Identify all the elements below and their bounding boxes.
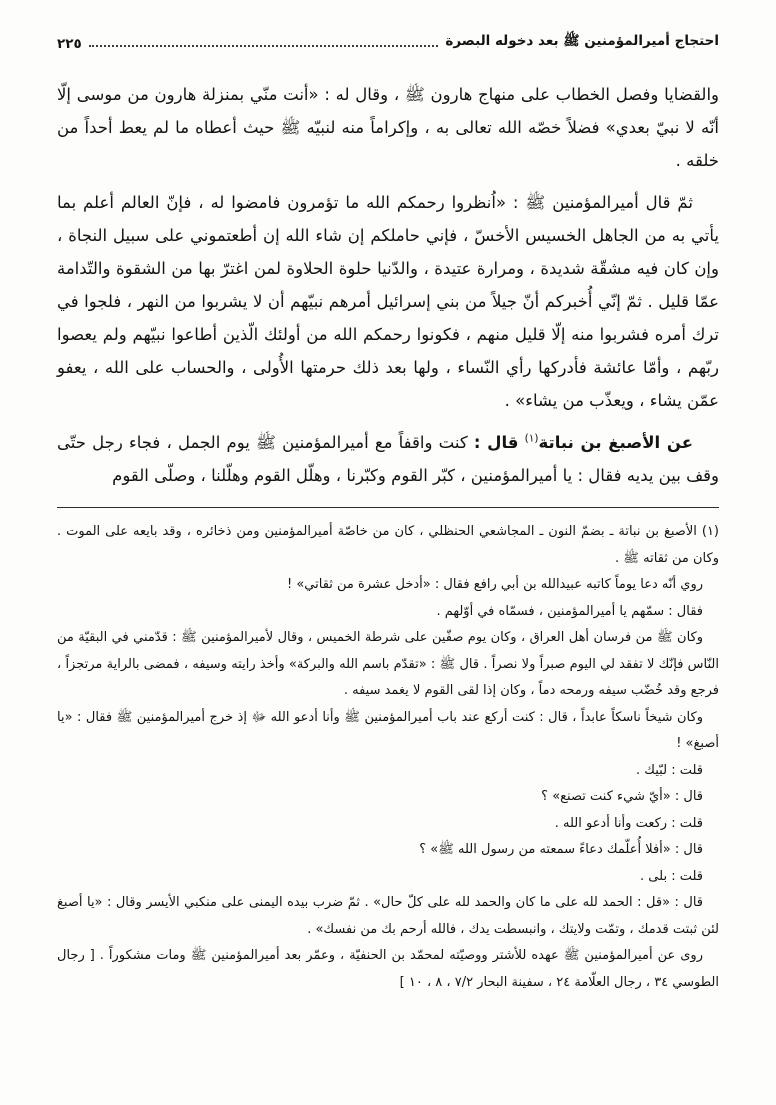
footnote-line: قال : «أفلا أُعلّمك دعاءً سمعته من رسول الله ﷺ» ؟ <box>419 842 703 857</box>
footnote-line: وكان شيخاً ناسكاً عابداً ، قال : كنت أركع عند باب أميرالمؤمنين ﷺ وأنا أدعو الله ﷻ إذ خرج أميرالمؤمنين ﷺ فقال : «يا أصبغ» ! <box>57 709 719 751</box>
dotted-leader <box>89 45 439 47</box>
footnote-line: قلت : ركعت وأنا أدعو الله . <box>554 815 703 831</box>
footnote-line: وكان ﷺ من فرسان أهل العراق ، وكان يوم صفّين على شرطة الخميس ، وقال لأميرالمؤمنين ﷺ : قدّمني في البقيّة من النّاس فإنّك لا تفقد لي اليوم صبراً ولا نصراً . قال ﷺ : «تقدّم باسم الله والبركة» وأخذ رايته وسيفه ، فمضى بالراية مرتجزاً ، فرجع وقد خُضّب سيفه ورمحه دماً ، وكان إذا لقى القوم لا يغمد سيفه . <box>57 630 719 698</box>
body-paragraph <box>57 426 719 492</box>
page-number: ٢٢٥ <box>57 36 82 52</box>
narrator-name: عن الأصبغ بن نباتة <box>538 433 693 452</box>
footnote-ref-marker: (١) <box>524 432 539 445</box>
footnote-line: روى عن أميرالمؤمنين ﷺ عهده للأشتر ووصيّته لمحمّد بن الحنفيّة ، وعمّر بعد أميرالمؤمنين ﷺ ومات مشكوراً . [ رجال الطوسي ٣٤ ، رجال العلّامة ٢٤ ، سفينة البحار ٧/٢ ، ٨ ، ١٠ ] <box>57 948 719 990</box>
footnote-line: قال : «أيّ شيء كنت تصنع» ؟ <box>541 789 703 804</box>
body-paragraph: ثمّ قال أميرالمؤمنين ﷺ : «اُنظروا رحمكم الله ما تؤمرون فامضوا له ، فإنّ العالم أعلم بما يأتي به من الجاهل الخسيس الأخسّ ، فإني حاملكم إن شاء الله إن أطعتموني على سبيل النجاة ، وإن كان فيه مشقّة شديدة ، ومرارة عتيدة ، والدّنيا حلوة الحلاوة لمن اغترّ بها من الشقوة والتّدامة عمّا قليل . ثمّ إنّي أُخبركم أنّ جيلاً من بني إسرائيل أمرهم نبيّهم أن لا يشربوا من النهر ، فلجوا في ترك أمره فشربوا منه إلّا قليل منهم ، فكونوا رحمكم الله من أولئك الّذين أطاعوا نبيّهم ولم يعصوا ربّهم ، وأمّا عائشة فأدركها رأي النّساء ، ولها بعد ذلك حرمتها الأُولى ، والحساب على الله ، يعفو عمّن يشاء ، ويعذّب من يشاء» . <box>57 193 719 410</box>
paragraph-text: كنت واقفاً مع أميرالمؤمنين ﷺ يوم الجمل ، فجاء رجل حتّى وقف بين يديه فقال : يا أميرالمؤمنين ، كبّر القوم وكبّرنا ، وهلّل القوم وهلّلنا ، وصلّى القوم <box>57 433 719 485</box>
qala-label: قال : <box>473 433 519 452</box>
body-paragraph: والقضايا وفصل الخطاب على منهاج هارون ﷺ ، وقال له : «أنت منّي بمنزلة هارون من موسى إلّا أنّه لا نبيّ بعدي» فضلاً خصّه الله تعالى به ، وإكراماً منه لنبيّه ﷺ حيث أعطاه ما لم يعط أحداً من خلقه . <box>57 85 719 170</box>
footnote-line: فقال : سمّهم يا أميرالمؤمنين ، فسمّاه في أوّلهم . <box>436 603 703 619</box>
footnote-separator <box>57 507 719 508</box>
running-header <box>57 32 719 52</box>
footnote-line: قلت : لبّيك . <box>636 762 703 778</box>
chapter-title: احتجاج أميرالمؤمنين ﷺ بعد دخوله البصرة <box>445 33 719 49</box>
footnote-line: قلت : بلى . <box>640 868 703 884</box>
footnote-line: روي أنّه دعا يوماً كاتبه عبيدالله بن أبي رافع فقال : «أدخل عشرة من ثقاتي» ! <box>287 577 703 592</box>
footnote-line: قال : «قل : الحمد لله على ما كان والحمد لله على كلّ حال» . ثمّ ضرب بيده اليمنى على منكبي الأيسر وقال : «يا أصبغ لئن ثبتت قدمك ، وتمّت ولايتك ، وانبسطت يدك ، فالله أرحم بك من نفسك» . <box>57 895 719 937</box>
footnote-line: (١) الأصبغ بن نباتة ـ بضمّ النون ـ المجاشعي الحنظلي ، كان من خاصّة أميرالمؤمنين ومن ذخائره ، وقد بايعه على الموت . وكان من ثقاته ﷺ . <box>57 524 719 566</box>
footnotes-block <box>57 519 719 996</box>
main-text-block <box>57 78 719 492</box>
